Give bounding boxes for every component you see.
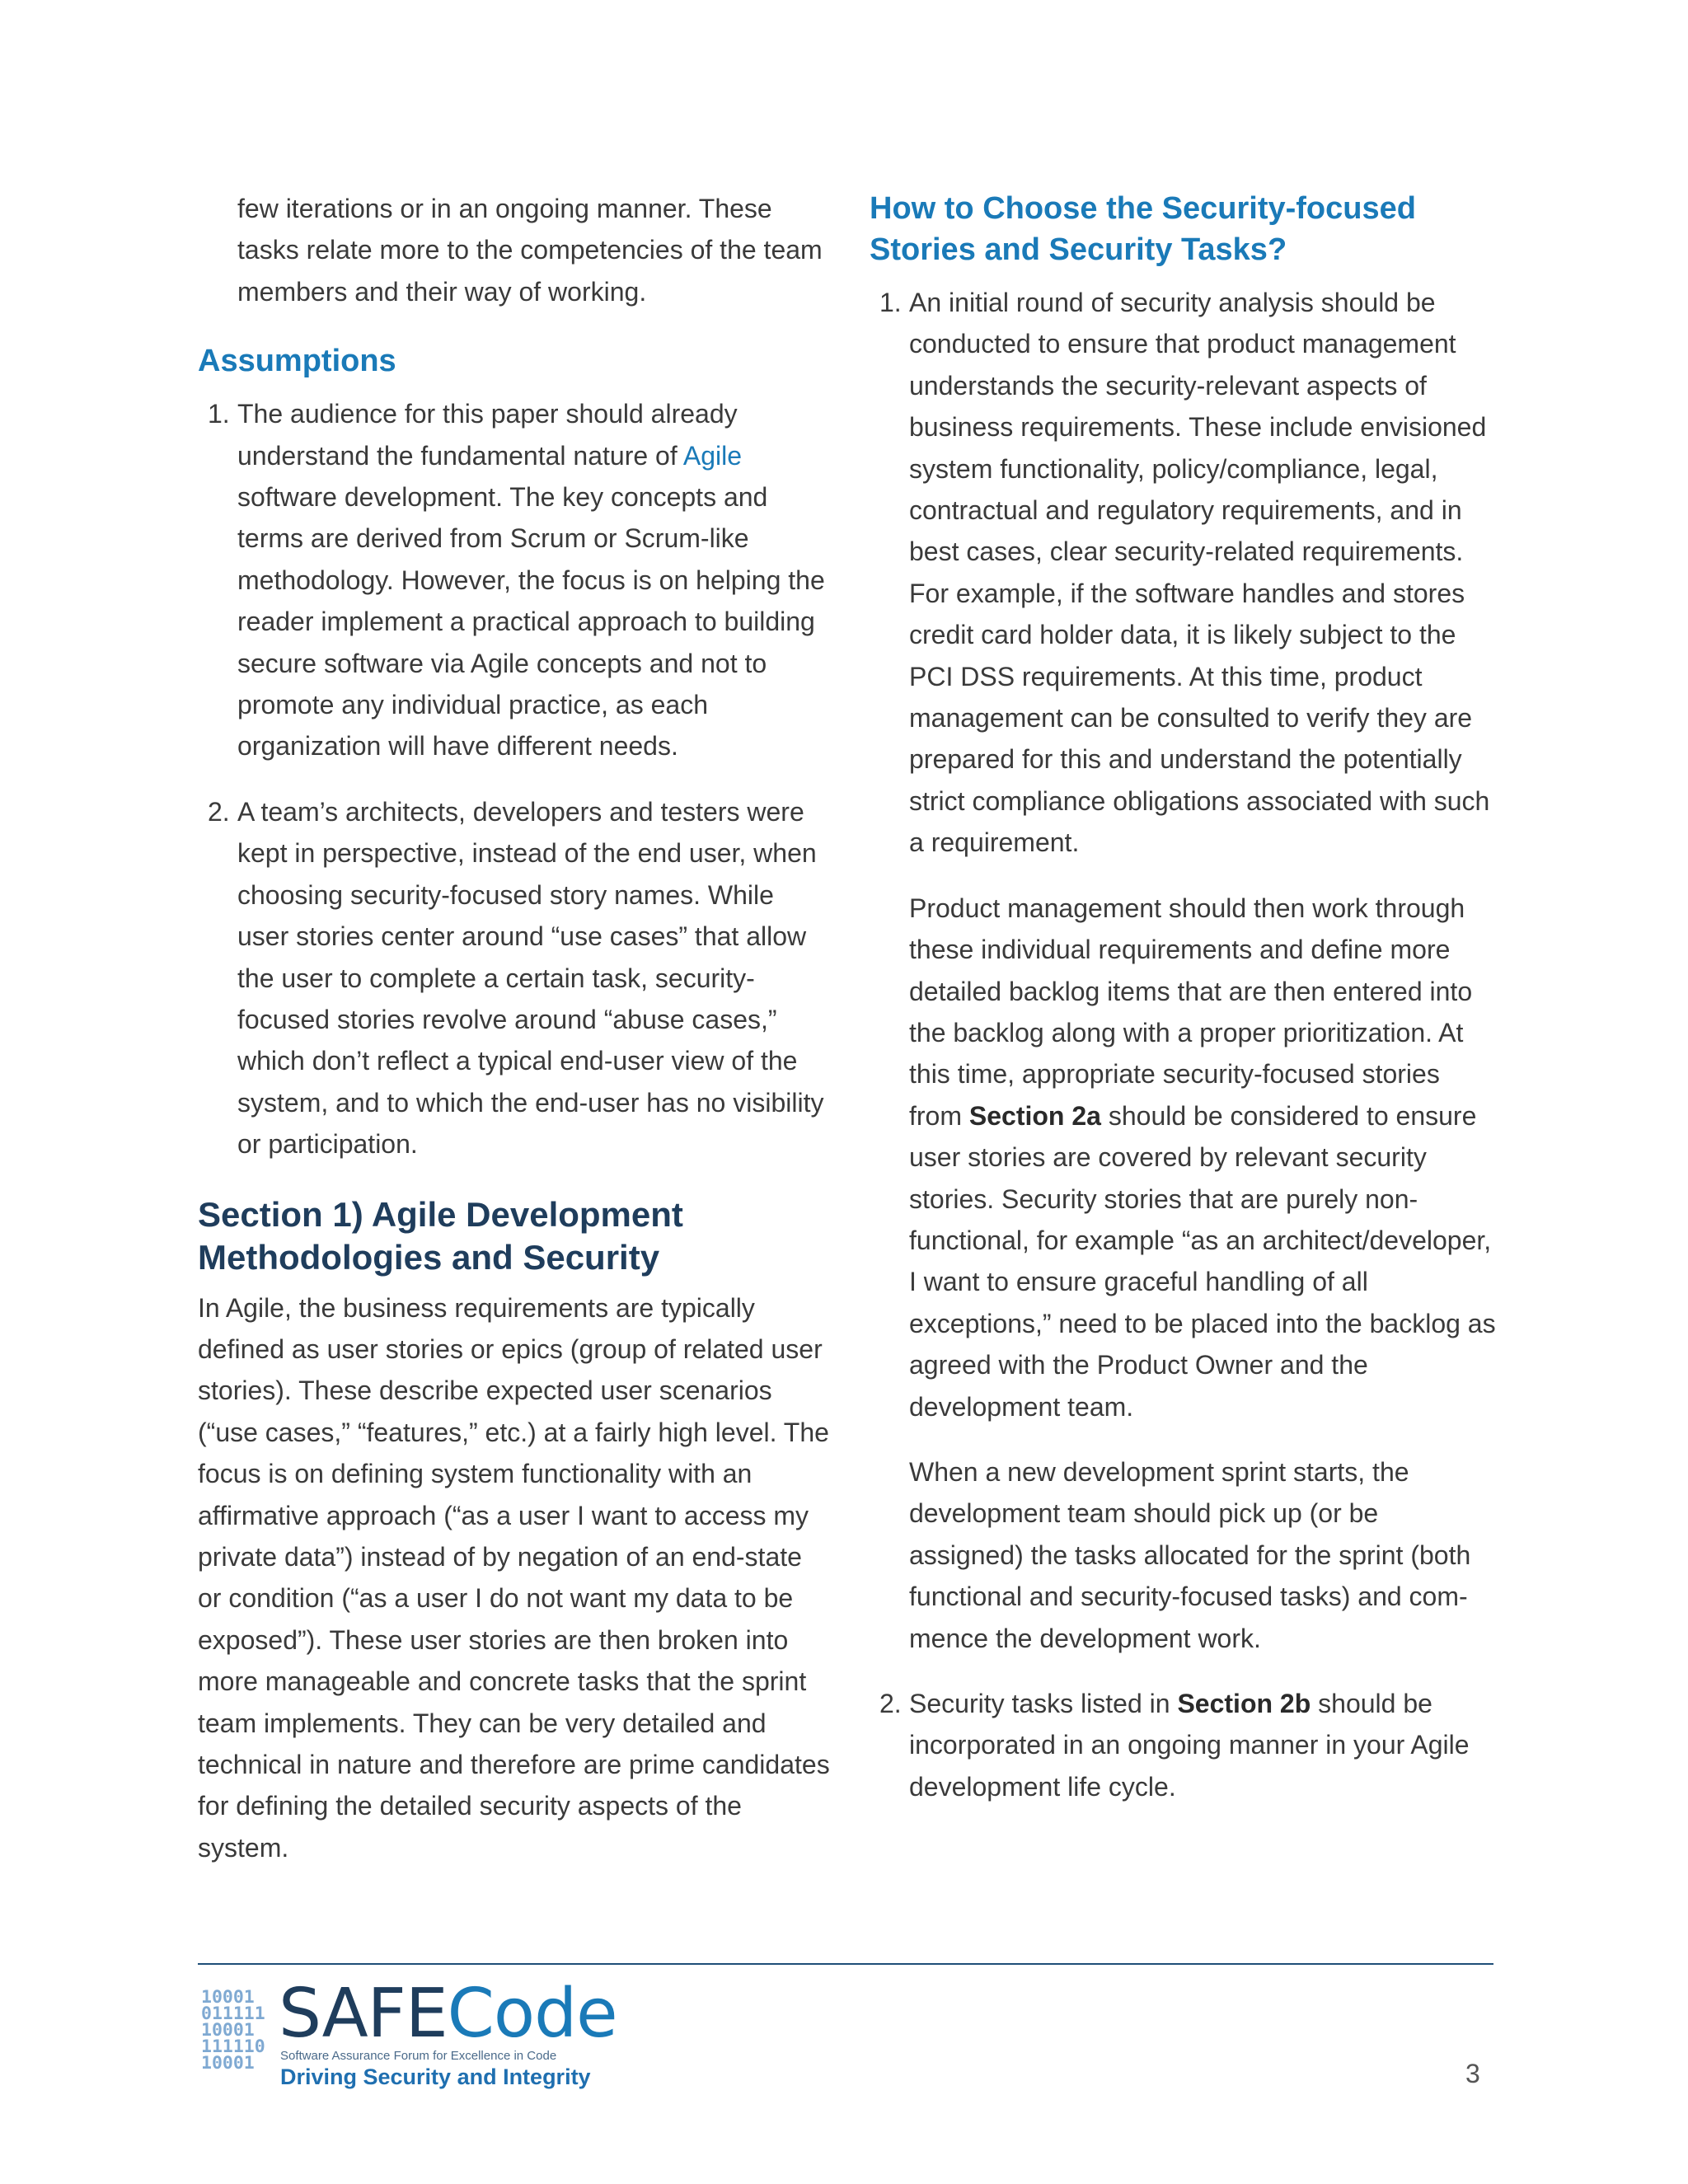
choose-stories-heading: How to Choose the Security-focused Stories and Security Tasks? <box>870 191 1416 267</box>
section-2a-ref: Section 2a <box>968 1100 1101 1131</box>
assumptions-list <box>198 393 832 1165</box>
right-column <box>870 188 1496 1807</box>
text-span: software development. The key concepts and terms are derived from Scrum or Scrum-like methodology. However, the focus is on helping the reader implement a practical approach to building secure software via Agile concepts and not to promote any individual practice, as each organization will have different needs. <box>237 482 825 762</box>
list-item <box>198 393 832 767</box>
binary-row: 10001 <box>201 2053 255 2074</box>
binary-row: 10001 <box>201 2020 255 2041</box>
binary-digits-graphic <box>201 1987 274 2074</box>
logo-wordmark <box>279 1975 617 2053</box>
agile-link[interactable]: Agile <box>682 440 742 471</box>
left-column <box>198 188 832 1868</box>
list-item-text <box>909 1683 1496 1807</box>
section1-paragraph: In Agile, the business requirements are typically defined as user stories or epics (group of related user stories). These describe expected user scenarios (“use cases,” “features,” etc.) at a fairly high level. The focus is on defining system functionality with an affirmative approach (“as a user I want to access my private data”) instead of by negation of an end-state or condition (“as a user I do not want my data to be exposed”). These user stories are then broken into more manageable and concrete tasks that the sprint team implements. They can be very detailed and technical in nature and therefore are prime candidates for defining the detailed security aspects of the system. <box>198 1292 830 1863</box>
safecode-logo <box>201 1975 630 2089</box>
binary-row: 10001 <box>201 1987 255 2008</box>
list-item-paragraph: An initial round of security analysis should be conducted to ensure that product management understands the security-relevant aspects of business requirements. These include envisioned system functionality, policy/compliance, legal, contractual and regulatory requirements, and in best cases, clear security-related requirements. For example, if the software handles and stores credit card holder data, it is likely subject to the PCI DSS requirements. At this time, product management can be consulted to verify they are prepared for this and understand the potentially strict compliance obligations associated with such a requirement. <box>909 288 1490 858</box>
logo-slogan: Driving Security and Integrity <box>280 2064 591 2089</box>
logo-code: Code <box>447 1975 617 2053</box>
continuation-paragraph: few iterations or in an ongoing manner. These tasks relate more to the competencies of the team members and their way of working. <box>237 194 823 307</box>
text-span: should be incorporated in an ongoing manner in your Agile development life cycle. <box>909 1689 1470 1802</box>
list-item <box>198 791 832 1165</box>
binary-row: 011111 <box>201 2004 265 2024</box>
list-item-text: A team’s architects, developers and testers were kept in perspective, instead of the end user, when choosing security-focused story names. While user stories center around “use cases” that allow the user to complete a certain task, security-focused stories revolve around “abuse cases,” which don’t reflect a typical end-user view of the system, and to which the end-user has no visibility or participation. <box>237 796 824 1160</box>
text-span: Security tasks listed in <box>909 1689 1178 1718</box>
choose-stories-list <box>870 282 1496 1807</box>
list-item-paragraph <box>909 888 1496 1427</box>
logo-safe: SAFE <box>279 1975 448 2053</box>
section-2b-ref: Section 2b <box>1177 1689 1311 1718</box>
binary-row: 111110 <box>201 2036 265 2057</box>
list-number: 1. <box>208 399 230 429</box>
list-item-paragraph: When a new development sprint starts, the development team should pick up (or be assigned) the tasks allocated for the sprint (both functional and security-focused tasks) and commence the development work. <box>909 1456 1471 1653</box>
text-span: Product management should then work through these individual requirements and define more detailed backlog items that are then entered into the backlog along with a proper prioritization. At this time, appropriate security-focused stories from <box>909 893 1473 1131</box>
assumptions-heading: Assumptions <box>198 344 396 379</box>
list-number: 2. <box>208 796 230 827</box>
list-number: 2. <box>879 1689 902 1718</box>
list-item <box>870 282 1496 1659</box>
list-item-text <box>237 393 832 767</box>
footer-rule <box>198 1963 1493 1965</box>
page-number: 3 <box>1465 2059 1480 2088</box>
text-span: The audience for this paper should already understand the fundamental nature of <box>237 399 738 471</box>
logo-tagline: Software Assurance Forum for Excellence in Code <box>280 2049 557 2063</box>
section1-heading: Section 1) Agile Development Methodologies and Security <box>198 1194 683 1277</box>
list-item <box>870 1683 1496 1807</box>
text-span: should be considered to ensure user stories are covered by relevant security stories. Security stories that are purely non-functional, for example “as an architect/developer, I want to ensure graceful handling of all exceptions,” need to be placed into the backlog as agreed with the Product Owner and the development team. <box>909 1100 1496 1422</box>
list-number: 1. <box>879 288 902 317</box>
